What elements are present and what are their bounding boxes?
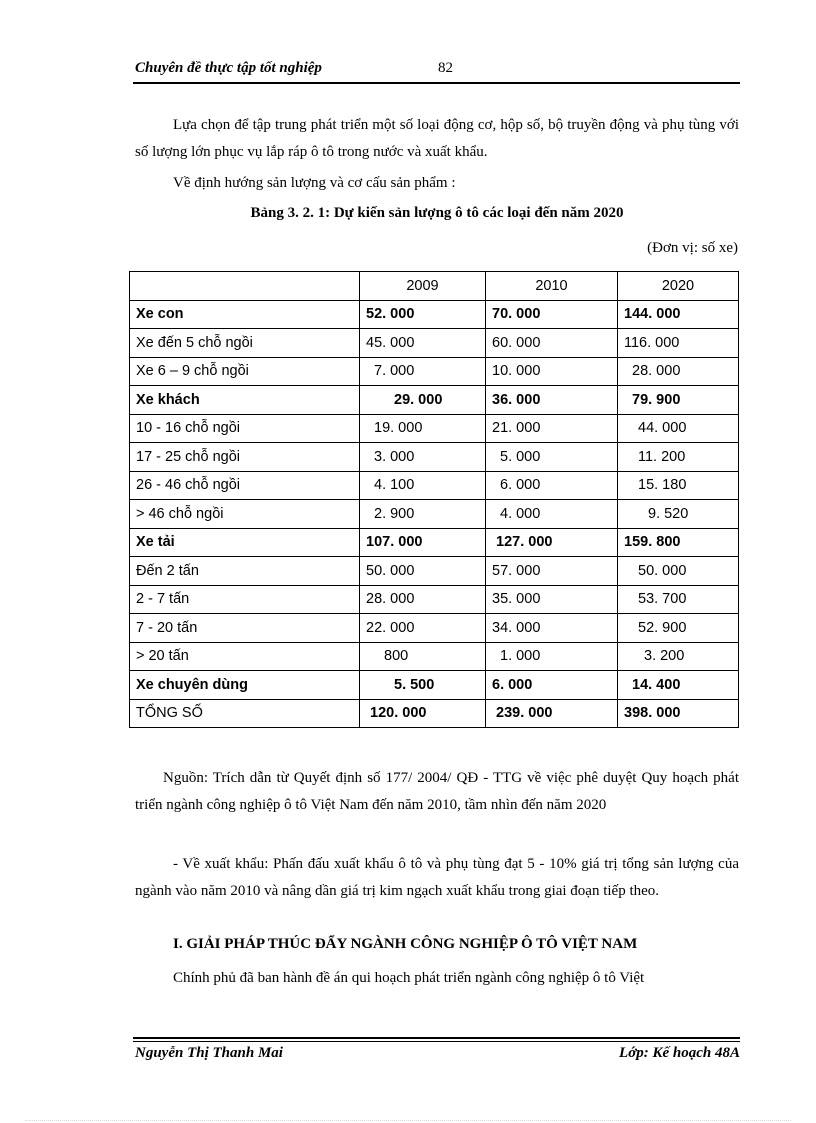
table-cell: Xe khách	[130, 386, 360, 415]
table-row	[130, 557, 739, 586]
table-cell: 50. 000	[618, 557, 739, 586]
table-cell: 127. 000	[486, 528, 618, 557]
table-cell: 17 - 25 chỗ ngồi	[130, 443, 360, 472]
table-cell: 34. 000	[486, 614, 618, 643]
table-cell: 11. 200	[618, 443, 739, 472]
table-cell: 21. 000	[486, 414, 618, 443]
footer-class: Lớp: Kế hoạch 48A	[619, 1045, 740, 1061]
paragraph-5: Chính phủ đã ban hành đề án qui hoạch phát triển ngành công nghiệp ô tô Việt	[173, 970, 645, 986]
table-cell: 159. 800	[618, 528, 739, 557]
paragraph-1: Lựa chọn để tập trung phát triển một số loại động cơ, hộp số, bộ truyền động và phụ tùng với số lượng lớn phục vụ lắp ráp ô tô trong nước và xuất khẩu.	[135, 117, 739, 160]
table-cell: Đến 2 tấn	[130, 557, 360, 586]
table-cell: 14. 400	[618, 671, 739, 700]
table-row	[130, 300, 739, 329]
table-cell: 60. 000	[486, 329, 618, 358]
table-cell: 800	[360, 642, 486, 671]
table-cell: 107. 000	[360, 528, 486, 557]
table-cell: 7. 000	[360, 357, 486, 386]
section-heading: I. GIẢI PHÁP THÚC ĐẨY NGÀNH CÔNG NGHIỆP Ô TÔ VIỆT NAM	[173, 936, 638, 952]
table-cell: 70. 000	[486, 300, 618, 329]
footer-author: Nguyễn Thị Thanh Mai	[135, 1045, 283, 1061]
page-number: 82	[438, 60, 453, 76]
table-cell: 10. 000	[486, 357, 618, 386]
table-cell: Xe tải	[130, 528, 360, 557]
table-cell: 2. 900	[360, 500, 486, 529]
table-header-cell: 2020	[618, 272, 739, 301]
table-cell: 79. 900	[618, 386, 739, 415]
header-title: Chuyên đề thực tập tốt nghiệp	[135, 60, 322, 76]
table-row	[130, 329, 739, 358]
table-cell: 35. 000	[486, 585, 618, 614]
table-cell: 36. 000	[486, 386, 618, 415]
table-cell: 53. 700	[618, 585, 739, 614]
table-cell: 52. 900	[618, 614, 739, 643]
table-row	[130, 500, 739, 529]
table-cell: 22. 000	[360, 614, 486, 643]
table-cell: Xe chuyên dùng	[130, 671, 360, 700]
table-row	[130, 357, 739, 386]
production-table	[129, 271, 739, 728]
table-cell: > 20 tấn	[130, 642, 360, 671]
paragraph-source: Nguồn: Trích dẫn từ Quyết định số 177/ 2004/ QĐ - TTG về việc phê duyệt Quy hoạch phát triển ngành công nghiệp ô tô Việt Nam đến năm 2010, tầm nhìn đến năm 2020	[135, 770, 739, 813]
table-cell: 1. 000	[486, 642, 618, 671]
table-cell: > 46 chỗ ngồi	[130, 500, 360, 529]
table-cell: 5. 500	[360, 671, 486, 700]
table-cell: 15. 180	[618, 471, 739, 500]
table-cell: 28. 000	[618, 357, 739, 386]
table-cell: 45. 000	[360, 329, 486, 358]
table-header-row	[130, 272, 739, 301]
table-row	[130, 585, 739, 614]
table-cell: 57. 000	[486, 557, 618, 586]
table-cell: 239. 000	[486, 699, 618, 728]
table-cell: Xe con	[130, 300, 360, 329]
table-cell: 9. 520	[618, 500, 739, 529]
table-row	[130, 414, 739, 443]
table-cell: 398. 000	[618, 699, 739, 728]
header-rule	[133, 82, 740, 84]
table-cell: 120. 000	[360, 699, 486, 728]
table-cell: 144. 000	[618, 300, 739, 329]
table-cell: TỔNG SỐ	[130, 699, 360, 728]
table-cell: 29. 000	[360, 386, 486, 415]
table-cell: 50. 000	[360, 557, 486, 586]
table-cell: 26 - 46 chỗ ngồi	[130, 471, 360, 500]
table-cell: 52. 000	[360, 300, 486, 329]
table-cell: 28. 000	[360, 585, 486, 614]
table-cell: 3. 200	[618, 642, 739, 671]
table-row	[130, 528, 739, 557]
table-row	[130, 471, 739, 500]
table-header-cell	[130, 272, 360, 301]
footer-rule-thin	[133, 1041, 740, 1042]
table-caption: Bảng 3. 2. 1: Dự kiến sản lượng ô tô các loại đến năm 2020	[250, 205, 624, 221]
table-cell: 10 - 16 chỗ ngồi	[130, 414, 360, 443]
table-cell: 2 - 7 tấn	[130, 585, 360, 614]
paragraph-2: Về định hướng sản lượng và cơ cấu sản phẩm :	[173, 175, 456, 191]
table-cell: 6. 000	[486, 471, 618, 500]
table-cell: 44. 000	[618, 414, 739, 443]
table-cell: Xe đến 5 chỗ ngồi	[130, 329, 360, 358]
table-cell: 3. 000	[360, 443, 486, 472]
table-row	[130, 386, 739, 415]
table-cell: 4. 100	[360, 471, 486, 500]
table-unit: (Đơn vị: số xe)	[647, 240, 738, 256]
table-row	[130, 642, 739, 671]
page-bottom-border	[25, 1120, 791, 1121]
table-header-cell: 2009	[360, 272, 486, 301]
table-cell: 19. 000	[360, 414, 486, 443]
paragraph-export: - Về xuất khẩu: Phấn đấu xuất khẩu ô tô và phụ tùng đạt 5 - 10% giá trị tổng sản lượng của ngành vào năm 2010 và nâng dần giá trị kim ngạch xuất khẩu trong giai đoạn tiếp theo.	[135, 856, 739, 899]
table-cell: Xe 6 – 9 chỗ ngồi	[130, 357, 360, 386]
table-row	[130, 443, 739, 472]
table-row	[130, 671, 739, 700]
table-header-cell: 2010	[486, 272, 618, 301]
table-cell: 4. 000	[486, 500, 618, 529]
table-row	[130, 699, 739, 728]
table-cell: 7 - 20 tấn	[130, 614, 360, 643]
table-cell: 5. 000	[486, 443, 618, 472]
table-cell: 116. 000	[618, 329, 739, 358]
table-row	[130, 614, 739, 643]
table-cell: 6. 000	[486, 671, 618, 700]
footer-rule	[133, 1037, 740, 1039]
